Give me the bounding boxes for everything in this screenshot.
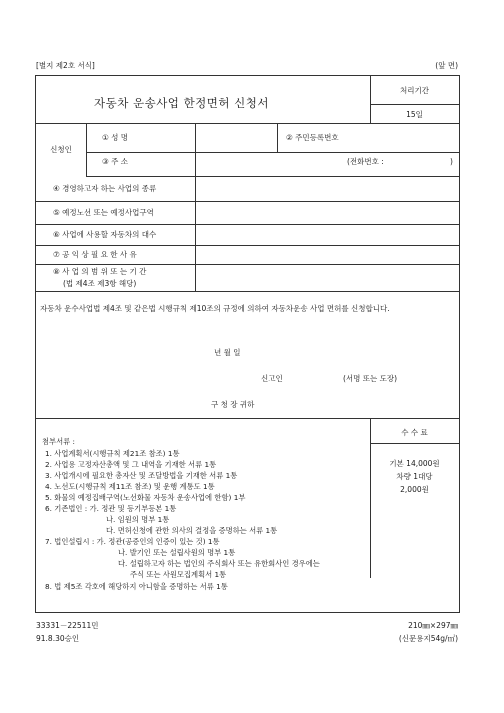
business-scope-label: ⑧ 사 업 의 범 위 또 는 기 간 — [53, 267, 147, 276]
business-scope-note: (법 제4조 제3항 해당) — [63, 279, 137, 288]
attachment-item: 다. 설립하고자 하는 법인의 주식회사 또는 유한회사인 경우에는 — [118, 559, 320, 568]
form-code: 33331－22511민 — [36, 621, 99, 630]
rrn-label: ② 주민등록번호 — [286, 133, 339, 142]
phone-label: (전화번호 : — [347, 157, 384, 166]
name-label: ① 성 명 — [102, 133, 128, 142]
signature-field: (서명 또는 도장) — [343, 374, 398, 383]
fee-line: 2,000원 — [400, 485, 429, 494]
form-title: 자동차 운송사업 한정면허 신청서 — [94, 96, 269, 110]
attachments-title: 첨부서류 : — [42, 437, 75, 446]
rule — [277, 123, 278, 152]
application-statement: 자동차 운수사업법 제4조 및 같은법 시행규칙 제10조의 규정에 의하여 자동차운송 사업 면허를 신청합니다. — [40, 304, 390, 313]
rule — [370, 418, 371, 578]
attachment-item: 6. 기존법인 : 가. 정관 및 등기부등본 1통 — [45, 504, 177, 513]
rule — [370, 104, 459, 105]
rule — [36, 123, 459, 124]
attachment-item: 다. 면허신청에 관한 의사의 결정을 증명하는 서류 1통 — [106, 526, 278, 535]
rule — [86, 123, 87, 176]
attachment-item: 4. 노선도(시행규칙 제11조 참조) 및 운행 계통도 1통 — [45, 482, 215, 491]
processing-period-label: 처리기간 — [400, 86, 429, 95]
date-line: 년 월 일 — [214, 348, 241, 357]
business-type-label: ④ 경영하고자 하는 사업의 종류 — [53, 184, 157, 193]
signer-label: 신고인 — [261, 374, 283, 383]
rule — [86, 176, 459, 177]
processing-period-value: 15일 — [406, 110, 423, 119]
phone-close: ) — [450, 157, 453, 166]
form-number: [별지 제2호 서식] — [36, 61, 95, 70]
attachment-item: 나. 발기인 또는 설립사원의 명부 1통 — [118, 548, 236, 557]
attachment-item: 1. 사업계획서(시행규칙 제21조 참조) 1통 — [45, 449, 180, 458]
public-reason-label: ⑦ 공 익 상 필 요 한 사 유 — [53, 250, 137, 259]
rule — [36, 291, 459, 292]
approval-date: 91.8.30승인 — [36, 634, 80, 643]
rule — [86, 152, 459, 153]
attachment-item: 5. 화물의 예정집배구역(노선화물 자동차 운송사업에 한함) 1부 — [45, 493, 246, 502]
attachment-item: 나. 임원의 명부 1통 — [106, 515, 170, 524]
application-form — [35, 75, 460, 613]
fee-label: 수 수 료 — [401, 428, 428, 437]
rule — [36, 245, 459, 246]
fee-line: 기본 14,000원 — [389, 459, 440, 468]
attachment-item: 주식 또는 사원모집계획서 1통 — [130, 570, 227, 579]
attachment-item: 3. 사업개시에 필요한 총자산 및 조달방법을 기재한 서류 1통 — [45, 471, 238, 480]
rule — [36, 201, 459, 202]
applicant-label: 신청인 — [50, 145, 72, 154]
vehicle-count-label: ⑥ 사업에 사용할 자동차의 대수 — [53, 230, 157, 239]
rule — [36, 224, 459, 225]
rule — [36, 418, 459, 419]
rule — [195, 123, 196, 291]
route-label: ⑤ 예정노선 또는 예정사업구역 — [53, 208, 154, 217]
attachment-item: 7. 법인설립시 : 가. 정관(공증인의 인증이 있는 것) 1통 — [45, 537, 220, 546]
attachment-item: 2. 사업용 고정자산총액 및 그 내역을 기재한 서류 1통 — [45, 460, 217, 469]
recipient: 구 청 장 귀하 — [211, 400, 255, 409]
paper-type: (신문용지54g/㎡) — [398, 634, 458, 643]
fee-line: 차량 1대당 — [396, 472, 433, 481]
address-label: ③ 주 소 — [102, 157, 128, 166]
rule — [36, 264, 459, 265]
page-side: (앞 면) — [435, 61, 458, 70]
rule — [370, 443, 459, 444]
paper-size: 210㎜×297㎜ — [408, 621, 458, 630]
attachment-item: 8. 법 제5조 각호에 해당하지 아니함을 증명하는 서류 1통 — [45, 582, 228, 591]
